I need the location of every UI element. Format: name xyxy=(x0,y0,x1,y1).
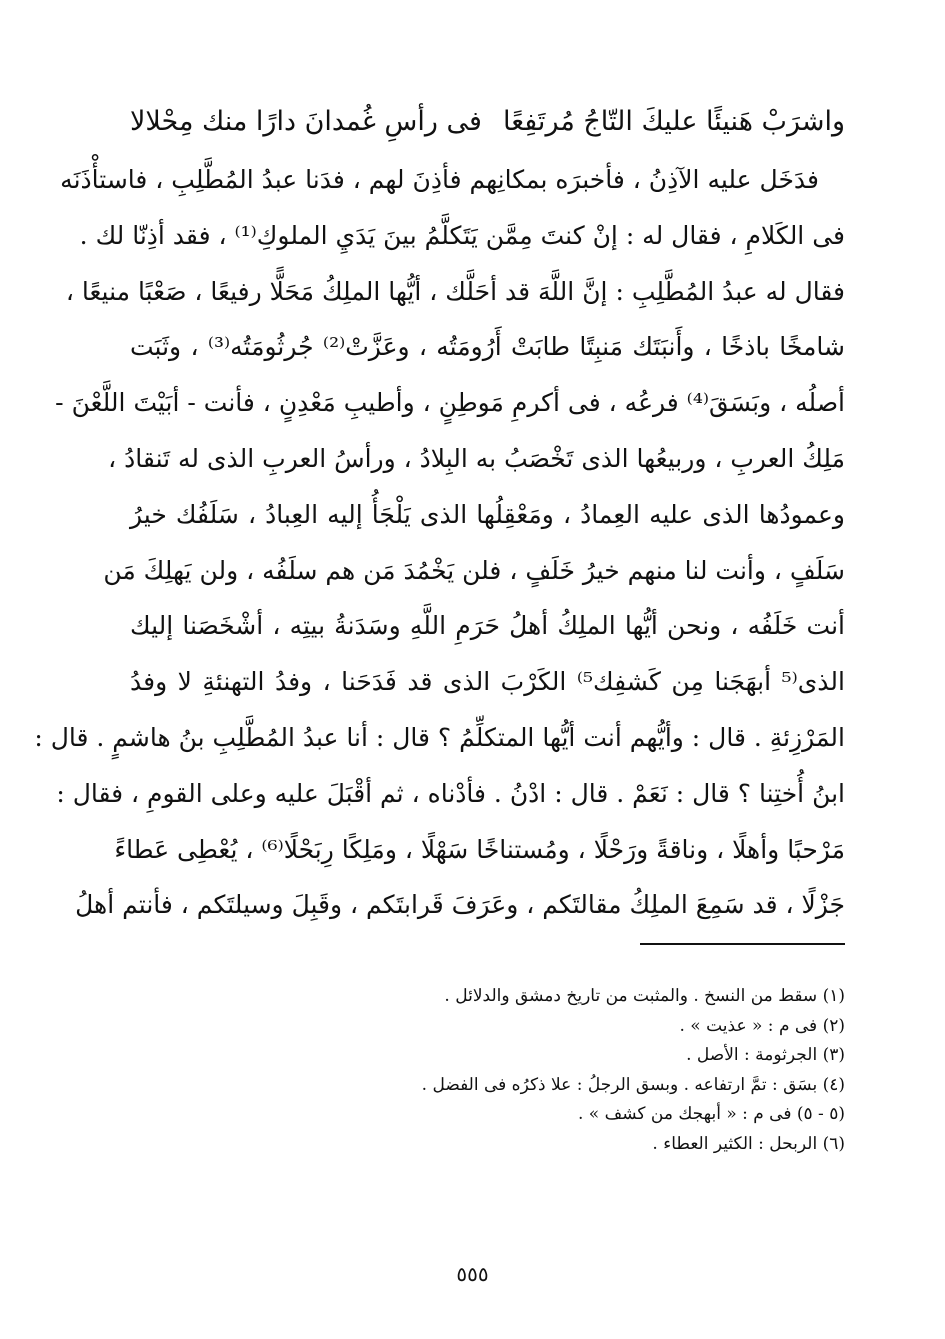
text-line: مَرْحبًا وأهلًا ، وناقةً ورَحْلًا ، ومُستناخًا سَهْلًا ، ومَلِكًا رِبَحْلًا⁽⁶⁾ ، يُعْطِى عَطاءً xyxy=(114,834,845,864)
footnote-3: (٣) الجرثومة : الأصل . xyxy=(686,1045,845,1065)
footnote-4: (٤) بسَق : تمَّ ارتفاعه . وبسق الرجلُ : علا ذكرُه فى الفضل . xyxy=(421,1074,845,1095)
text-line: جَزْلًا ، قد سَمِعَ الملِكُ مقالتَكم ، وعَرَفَ قَرابتَكم ، وقَبِلَ وسيلتَكم ، فأنتم أهلُ xyxy=(75,890,845,920)
verse-hemistich-second: فى رأسِ غُمدانَ دارًا منك مِحْلالا xyxy=(130,106,482,137)
footnote-divider xyxy=(640,943,845,945)
text-line: فدَخَل عليه الآذِنُ ، فأخبرَه بمكانِهم فأذِنَ لهم ، فدَنا عبدُ المُطَّلِبِ ، فاستأْذَنَه xyxy=(60,165,819,194)
text-line: سَلَفٍ ، وأنت لنا منهم خيرُ خَلَفٍ ، فلن يَخْمُدَ مَن هم سلَفُه ، ولن يَهلِكَ مَن xyxy=(103,555,845,585)
page-number: ٥٥٥ xyxy=(456,1262,489,1286)
text-line: فقال له عبدُ المُطَّلِبِ : إنَّ اللَّهَ قد أحَلَّك ، أيُّها الملِكُ مَحَلًّا رفيعًا ، صَعْبًا منيعًا ، xyxy=(65,276,845,306)
footnote-2: (٢) فى م : « عذيت » . xyxy=(679,1015,845,1036)
text-line: مَلِكُ العربِ ، وربيعُها الذى تَخْصَبُ به البِلادُ ، ورأسُ العربِ الذى له تَنقادُ ، xyxy=(108,443,845,473)
footnote-1: (١) سقط من النسخ . والمثبت من تاريخ دمشق والدلائل . xyxy=(444,986,845,1006)
text-line: وعمودُها الذى عليه العِمادُ ، ومَعْقِلُها الذى يَلْجَأُ إليه العِبادُ ، سَلَفُك خيرُ xyxy=(130,499,845,529)
prose-body xyxy=(34,152,845,933)
footnote-5: (٥ - ٥) فى م : « أبهجك من كشف » . xyxy=(578,1104,845,1124)
text-line: المَرْزِئةِ . قال : وأيُّهم أنت أيُّها المتكلِّمُ ؟ قال : أنا عبدُ المُطَّلِبِ بنُ هاشمٍ . قال : xyxy=(34,722,845,752)
text-line: أنت خَلَفُه ، ونحن أيُّها الملِكُ أهلُ حَرَمِ اللَّهِ وسَدَنةُ بيتِه ، أشْخَصَنا إليك xyxy=(130,611,845,641)
text-line: ابنُ أُختِنا ؟ قال : نَعَمْ . قال : ادْنُ . فأدْناه ، ثم أقْبَلَ عليه وعلى القومِ ، فقال : xyxy=(56,778,845,808)
verse-hemistich-first: واشرَبْ هَنيئًا عليكَ التّاجُ مُرتَفِعًا xyxy=(503,106,845,137)
text-line: شامخًا باذخًا ، وأَنبَتَك مَنبِتًا طابَتْ أَرُومَتُه ، وعَزَّتْ⁽²⁾ جُرثُومَتُه⁽³⁾ ، وثَبَت xyxy=(130,332,845,362)
text-line: فى الكَلامِ ، فقال له : إنْ كنتَ مِمَّن يَتَكلَّمُ بينَ يَدَيِ الملوكِ⁽¹⁾ ، فقد أذِنّا لك . xyxy=(79,220,845,250)
text-line: أصلُه ، وبَسَقَ⁽⁴⁾ فرعُه ، فى أكرمِ مَوطِنٍ ، وأطيبِ مَعْدِنٍ ، فأنت - أبَيْتَ اللَّعْنَ - xyxy=(55,388,845,418)
footnotes xyxy=(130,982,845,1159)
footnote-6: (٦) الربحل : الكثير العطاء . xyxy=(652,1133,845,1154)
text-line: الذى⁽⁵ أبهَجَنا مِن كَشفِك⁵⁾ الكَرْبَ الذى قد فَدَحَنا ، وفدُ التهنئةِ لا وفدُ xyxy=(130,667,845,697)
poem-verse xyxy=(130,96,845,148)
